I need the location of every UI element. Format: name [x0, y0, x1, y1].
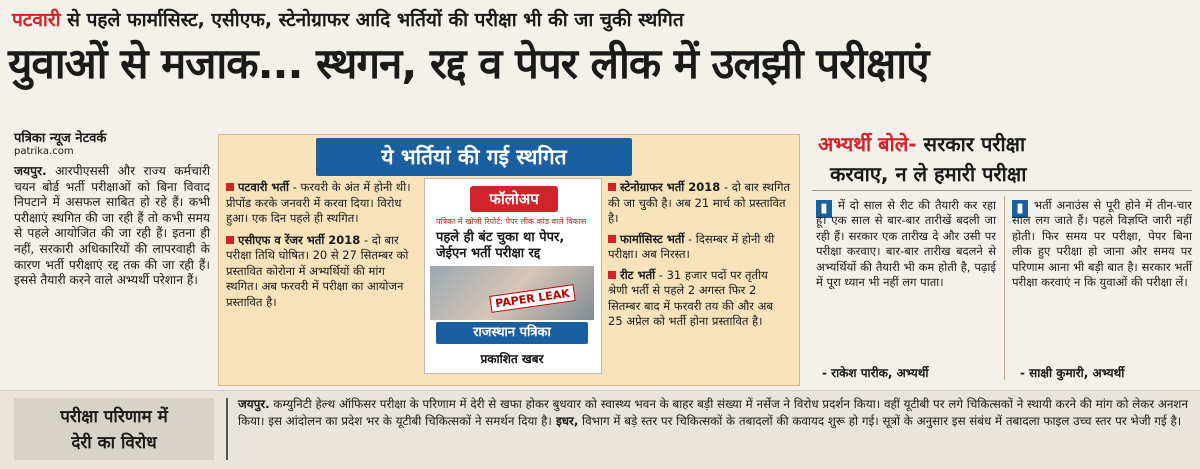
quote-icon: ▮ [816, 200, 832, 218]
bottom-article [238, 396, 1188, 430]
item-text: - 31 हजार पदों पर तृतीय श्रेणी भर्ती से पहले 2 अगस्त फिर 2 सितम्बर बाद में फरवरी तय की और अब 25 अप्रेल को भर्ती होना प्रस्तावित है। [608, 267, 773, 328]
list-item [608, 180, 790, 227]
headline: युवाओं से मजाक... स्थगन, रद्द व पेपर लीक में उलझी परीक्षाएं [8, 39, 929, 88]
list-item [226, 180, 416, 227]
bullet-icon [226, 183, 234, 191]
signature-sakshi: - साक्षी कुमारी, अभ्यर्थी [1020, 366, 1125, 380]
list-item [608, 232, 790, 263]
item-text: - दो बार स्थगित की जा चुकी है। अब 21 मार्च को प्रस्तावित है। [608, 180, 791, 225]
candidates-heading-rest: सरकार परीक्षा [916, 132, 1026, 156]
bullet-icon [608, 235, 616, 243]
candidates-heading-2: करवाए, न ले हमारी परीक्षा [830, 162, 1027, 186]
item-text: - दो बार परीक्षा तिथि घोषित। 20 से 27 सितम्बर को प्रस्तावित कोरोना में अभ्यर्थियों की मांग स्थगित। अब फरवरी में परीक्षा का आयोजन प्रस्तावित है। [226, 232, 409, 309]
postponed-col-right [608, 180, 790, 330]
followup-badge: फॉलोअप [470, 186, 558, 212]
candidates-heading [818, 130, 1025, 157]
byline: पत्रिका न्यूज नेटवर्क [14, 131, 107, 146]
item-text: - दिसम्बर में होनी थी परीक्षा। अब निरस्त। [608, 231, 775, 261]
item-head: रीट भर्ती [620, 267, 656, 282]
bullet-icon [608, 183, 616, 191]
item-text: - फरवरी के अंत में होनी थी। प्रीपोंड करके जनवरी में करवा दिया। विरोध हुआ। एक दिन पहले ही स्थगित। [226, 180, 411, 225]
site-url: patrika.com [14, 146, 74, 157]
bottom-text: कम्युनिटी हेल्थ ऑफिसर परीक्षा के परिणाम में देरी से खफा होकर बुधवार को स्वास्थ्य भवन के बाहर बड़ी संख्या में नर्सेज ने विरोध प्रदर्शन किया। वहीं यूटीबी पर लगे चिकित्सकों ने स्थायी करने की मांग को लेकर अनशन किया। इस आंदोलन का प्रदेश भर के यूटीबी चिकित्सकों ने समर्थन दिया है। [238, 397, 1188, 428]
quote-rakesh: में दो साल से रीट की तैयारी कर रहा हूं। एक साल से बार-बार तारीखें बदली जा रही हैं। सरकार एक तारीख दे और उसी पर परीक्षा करवाए। बार-बार तारीख बदलने से अभ्यर्थियों की तैयारी भी कम होती है, पढ़ाई में पूरा ध्यान भी नहीं लग पाता। [816, 198, 996, 290]
item-head: स्टेनोग्राफर भर्ती 2018 [620, 180, 721, 194]
lead-text: आरपीएससी और राज्य कर्मचारी चयन बोर्ड भर्ती परीक्षाओं को बिना विवाद निपटाने में असफल साबित हो रहे हैं। कभी परीक्षाएं स्थगित की जा रही हैं तो कभी समय से पहले आयोजित की जा रही हैं। इतना ही नहीं, सरकारी अधिकारियों की लापरवाही के कारण भर्ती परीक्षाएं रद्द तक की जा रही हैं। इससे तैयारी करने वाले अभ्यर्थी परेशान हैं। [14, 164, 210, 288]
bottom-title-line2: देरी का विरोध [71, 433, 157, 453]
list-item [226, 233, 416, 311]
list-item [608, 268, 790, 330]
bottom-title-line1: परीक्षा परिणाम में [60, 407, 168, 427]
clipping-headline: पहले ही बंट चुका था पेपर, जेईएन भर्ती परीक्षा रद्द [436, 230, 565, 261]
divider [812, 190, 1192, 191]
kicker-text: से पहले फार्मासिस्ट, एसीएफ, स्टेनोग्राफर आदि भर्तियों की परीक्षा भी की जा चुकी स्थगित [60, 9, 684, 31]
bottom-place: जयपुर. [238, 397, 270, 411]
divider [1004, 196, 1005, 380]
kicker-line [12, 6, 684, 32]
quote-icon: ▮ [1012, 200, 1028, 218]
bullet-icon [226, 236, 234, 244]
signature-rakesh: - राकेश पारीक, अभ्यर्थी [822, 366, 929, 380]
postponed-box-title: ये भर्तियां की गई स्थगित [316, 138, 632, 176]
postponed-col-left [226, 180, 416, 310]
kicker-highlight: पटवारी [12, 9, 61, 31]
divider [226, 398, 228, 460]
bottom-text-2: विभाग में बड़े स्तर पर चिकित्सकों के तबादलों की कवायद शुरू हो गई। सूत्रों के अनुसार इस संबंध में तबादला फाइल उच्च स्तर पर भेजी गई है। [578, 414, 1182, 428]
bottom-title [14, 398, 214, 460]
paper-leak-stamp: PAPER LEAK [489, 284, 576, 313]
bottom-place-2: इधर, [551, 414, 579, 428]
item-head: पटवारी भर्ती [238, 180, 290, 194]
item-head: एसीएफ व रेंजर भर्ती 2018 [238, 232, 361, 247]
published-news-label: प्रकाशित खबर [446, 348, 578, 370]
quote-sakshi: भर्ती अनाउंस से पूरी होने में तीन-चार साल लग जाते हैं। पहले विज्ञप्ति जारी नहीं होती। फिर समय पर परीक्षा, पेपर बिना लीक हुए परीक्षा हो जाना और समय पर परिणाम आना भी बड़ी बात है। सरकार भर्ती परीक्षा करवाएं न कि युवाओं की परीक्षा लें। [1012, 198, 1192, 290]
lead-article [14, 164, 210, 289]
lead-place: जयपुर. [14, 164, 47, 178]
clipping-kicker: पत्रिका में खोजी रिपोर्ट: पेपर लीक कांड वाले विकास [436, 217, 587, 226]
bullet-icon [608, 271, 616, 279]
candidates-heading-red: अभ्यर्थी बोले- [818, 132, 917, 156]
item-head: फार्मासिस्ट भर्ती [620, 231, 685, 246]
rajasthan-patrika-logo: राजस्थान पत्रिका [436, 322, 588, 344]
